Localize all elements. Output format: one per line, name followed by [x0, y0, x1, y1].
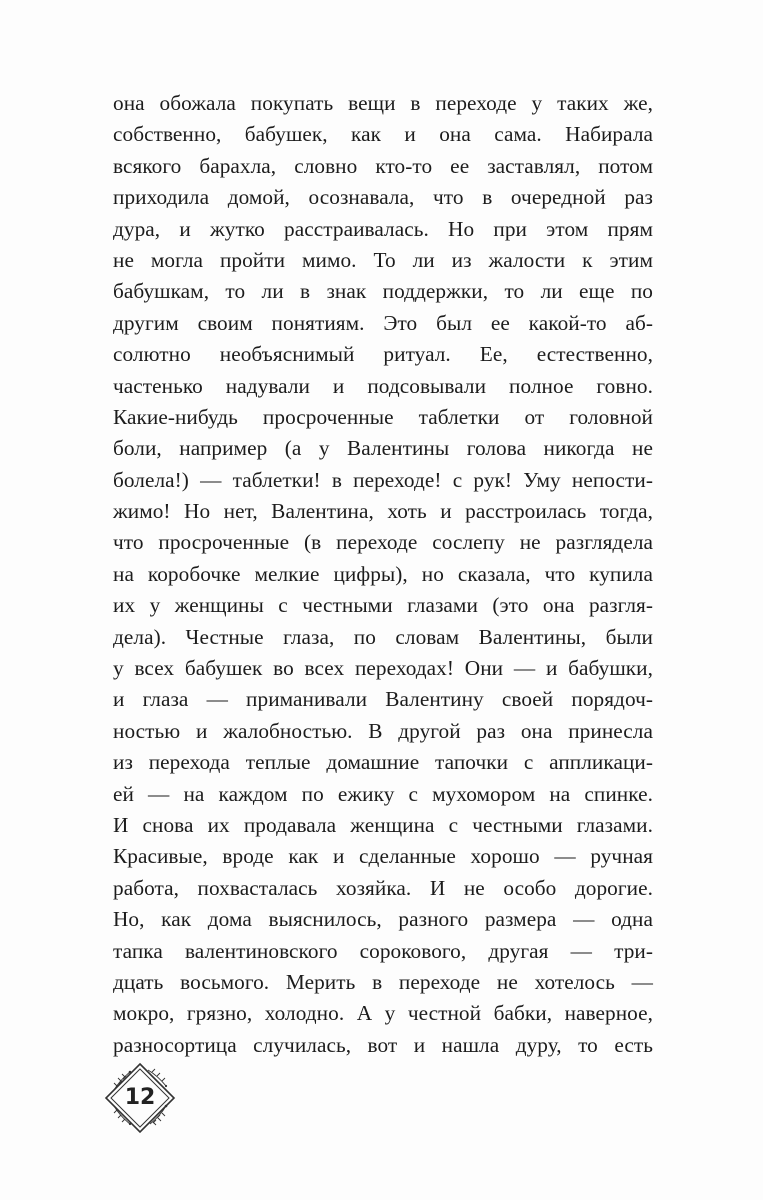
text-line: Красивые, вроде как и сделанные хорошо — ручная — [113, 844, 653, 869]
text-line: другим своим понятиям. Это был ее какой-то аб- — [113, 310, 653, 335]
body-text — [113, 88, 653, 1061]
text-line: ей — на каждом по ежику с мухомором на спинке. — [113, 781, 653, 806]
text-line: их у женщины с честными глазами (это она разгля- — [113, 593, 653, 618]
text-line: работа, похвасталась хозяйка. И не особо дорогие. — [113, 875, 653, 900]
text-line: частенько надували и подсовывали полное говно. — [113, 373, 653, 398]
page-number: 12 — [124, 1085, 156, 1110]
page-number-badge — [100, 1058, 180, 1138]
text-line: солютно необъяснимый ритуал. Ее, естественно, — [113, 342, 653, 367]
text-line: на коробочке мелкие цифры), но сказала, что купила — [113, 561, 653, 586]
text-line: приходила домой, осознавала, что в очередной раз — [113, 185, 653, 210]
text-line: разносортица случилась, вот и нашла дуру, то есть — [113, 1032, 653, 1057]
text-line: не могла пройти мимо. То ли из жалости к этим — [113, 247, 653, 272]
text-line: дцать восьмого. Мерить в переходе не хотелось — — [113, 969, 653, 994]
text-line: мокро, грязно, холодно. А у честной бабки, наверное, — [113, 1001, 653, 1026]
text-line: собственно, бабушек, как и она сама. Набирала — [113, 122, 653, 147]
text-line: Но, как дома выяснилось, разного размера — одна — [113, 907, 653, 932]
text-line: из перехода теплые домашние тапочки с аппликаци- — [113, 750, 653, 775]
text-line: болела!) — таблетки! в переходе! с рук! Уму непости- — [113, 467, 653, 492]
text-line: жимо! Но нет, Валентина, хоть и расстроилась тогда, — [113, 499, 653, 524]
text-line: дура, и жутко расстраивалась. Но при этом прям — [113, 216, 653, 241]
text-line: всякого барахла, словно кто-то ее заставлял, потом — [113, 153, 653, 178]
text-line: боли, например (а у Валентины голова никогда не — [113, 436, 653, 461]
text-line: тапка валентиновского сорокового, другая — три- — [113, 938, 653, 963]
text-line: бабушкам, то ли в знак поддержки, то ли еще по — [113, 279, 653, 304]
text-line: ностью и жалобностью. В другой раз она принесла — [113, 718, 653, 743]
text-line: она обожала покупать вещи в переходе у таких же, — [113, 91, 653, 115]
text-line: дела). Честные глаза, по словам Валентины, были — [113, 624, 653, 649]
text-line: что просроченные (в переходе сослепу не разглядела — [113, 530, 653, 555]
text-line: И снова их продавала женщина с честными глазами. — [113, 812, 653, 837]
text-line: Какие-нибудь просроченные таблетки от головной — [113, 404, 653, 429]
text-line: и глаза — приманивали Валентину своей порядоч- — [113, 687, 653, 712]
text-line: у всех бабушек во всех переходах! Они — и бабушки, — [113, 656, 653, 681]
